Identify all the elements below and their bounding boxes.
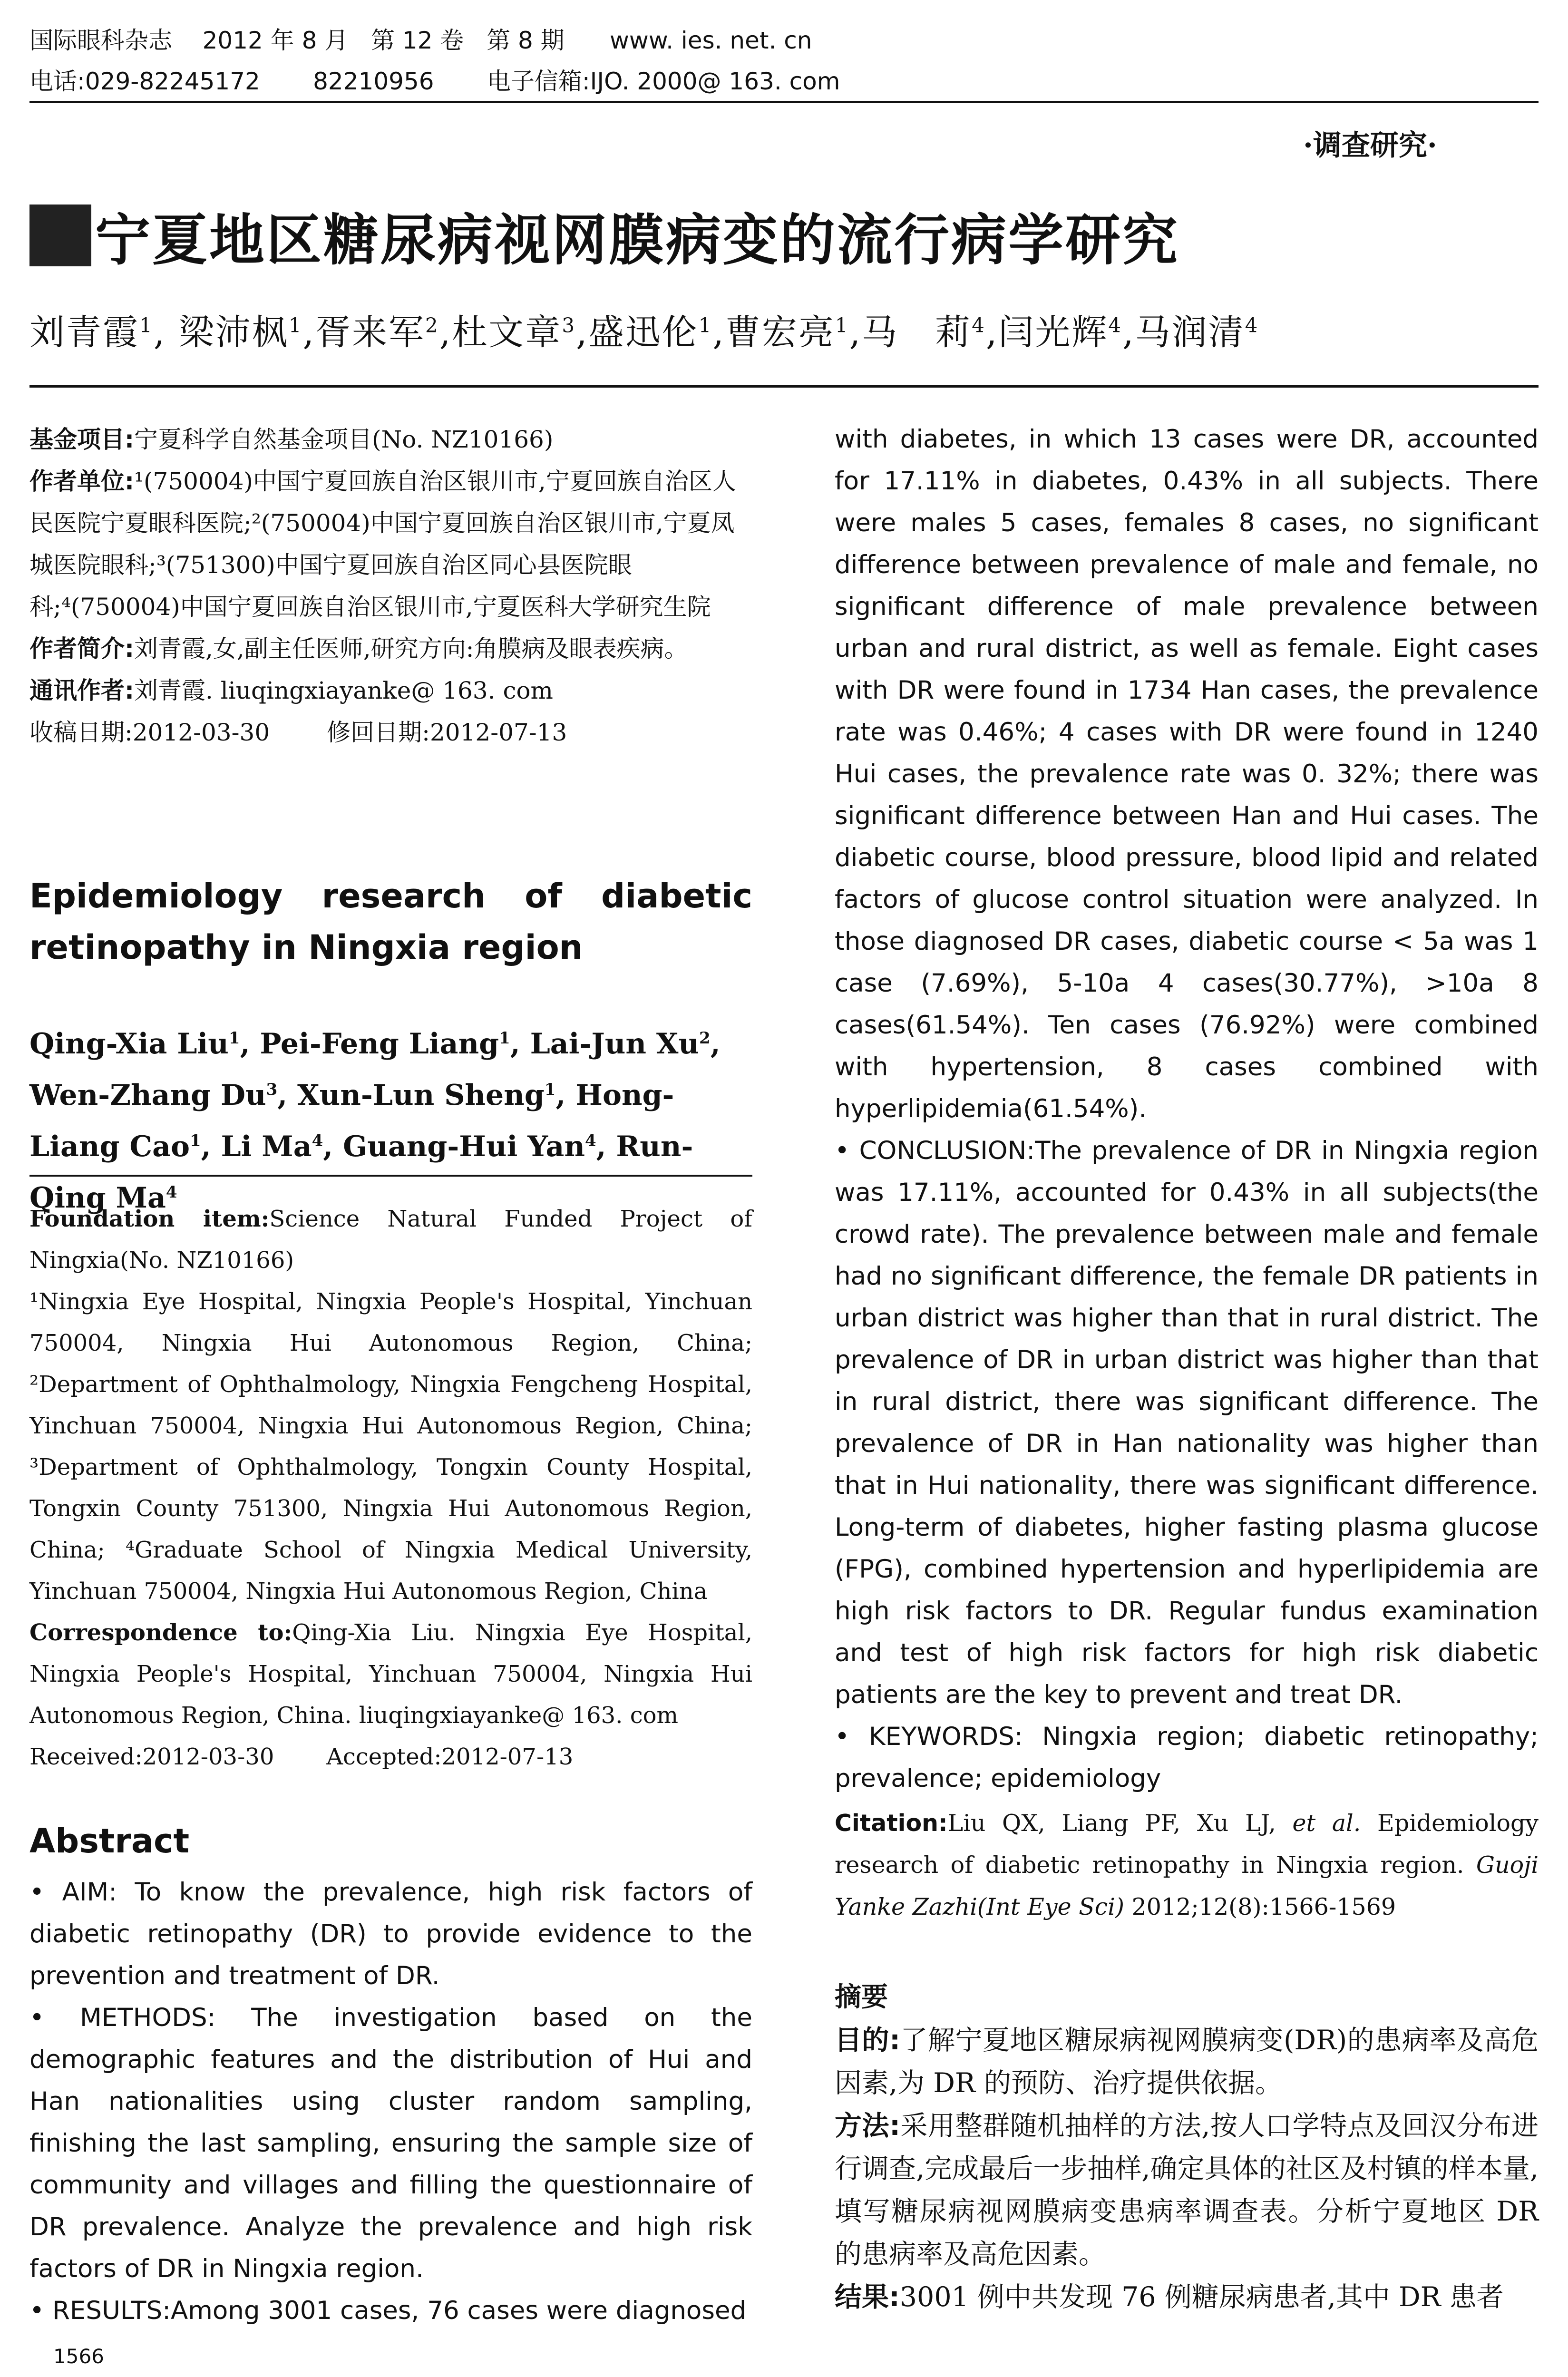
zhaiyao-methods — [835, 2104, 1539, 2276]
cn-author-separator: , — [153, 312, 179, 353]
abstract-heading: Abstract — [29, 1822, 190, 1861]
cn-author-separator: , — [439, 312, 452, 353]
foundation-label: Foundation item: — [29, 1206, 270, 1232]
foundation-line — [29, 1198, 752, 1281]
en-author-separator: , — [510, 1027, 530, 1061]
cn-author-affiliation-mark: 1 — [139, 313, 154, 337]
cn-author-affiliation-mark: 2 — [425, 313, 439, 337]
funding-label: 基金项目: — [29, 426, 134, 453]
received-cn: 收稿日期:2012-03-30 — [29, 719, 270, 746]
en-author-name: Qing-Xia Liu — [29, 1027, 229, 1061]
en-author-separator: , — [596, 1130, 616, 1163]
corr-label: 通讯作者: — [29, 677, 134, 704]
en-author-affiliation-mark: 1 — [544, 1080, 556, 1099]
en-author-separator: , — [323, 1130, 343, 1163]
abstract-aim: • AIM: To know the prevalence, high risk factors of diabetic retinopathy (DR) to provide evidence to the prevention and treatment of DR. — [29, 1878, 752, 1990]
cn-author-name: 盛迅伦 — [588, 312, 699, 353]
cn-info-block — [29, 419, 752, 753]
cn-author-separator: , — [576, 312, 589, 353]
journal-header-line2: 电话:029-82245172 82210956 电子信箱:IJO. 2000@ 163. com — [29, 68, 840, 95]
page-number: 1566 — [53, 2345, 104, 2368]
citation-etal: et al. — [1292, 1810, 1361, 1837]
abstract-right — [835, 419, 1539, 1800]
abstract-keywords: • KEYWORDS: Ningxia region; diabetic retinopathy; prevalence; epidemiology — [835, 1722, 1539, 1793]
abstract-left — [29, 1871, 752, 2332]
citation-journal: Guoji Yanke Zazhi(Int Eye Sci) — [835, 1851, 1539, 1920]
zhaiyao-results — [835, 2276, 1539, 2319]
cn-author-name: 闫光辉 — [998, 312, 1109, 353]
cn-author-affiliation-mark: 1 — [288, 313, 303, 337]
en-author-affiliation-mark: 4 — [312, 1131, 323, 1150]
title-mark-icon — [29, 205, 91, 266]
cn-author-affiliation-mark: 1 — [835, 313, 849, 337]
zhaiyao-results-label: 结果: — [835, 2281, 900, 2313]
citation-text3: 2012;12(8):1566-1569 — [1124, 1893, 1396, 1920]
corr-text: 刘青霞. liuqingxiayanke@ 163. com — [134, 677, 553, 704]
revised-cn: 修回日期:2012-07-13 — [327, 719, 567, 746]
journal-header-line1: 国际眼科杂志 2012 年 8 月 第 12 卷 第 8 期 www. ies. net. cn — [29, 27, 812, 54]
bio-label: 作者简介: — [29, 635, 134, 662]
unit-text: ¹(750004)中国宁夏回族自治区银川市,宁夏回族自治区人民医院宁夏眼科医院;²(750004)中国宁夏回族自治区银川市,宁夏凤城医院眼科;³(751300)中国宁夏回族自治区同心县医院眼科;⁴(750004)中国宁夏回族自治区银川市,宁夏医科大学研究生院 — [29, 468, 736, 621]
en-author-separator: , — [710, 1027, 721, 1061]
en-author-affiliation-mark: 1 — [228, 1029, 240, 1048]
cn-author-name: 梁沛枫 — [178, 312, 289, 353]
funding-text: 宁夏科学自然基金项目(No. NZ10166) — [134, 426, 554, 453]
article-title: 宁夏地区糖尿病视网膜病变的流行病学研究 — [95, 208, 1179, 273]
cn-author-name: 马润清 — [1135, 312, 1245, 353]
en-author-affiliation-mark: 1 — [499, 1029, 510, 1048]
cn-author-affiliation-mark: 1 — [698, 313, 713, 337]
en-author-name: Li Ma — [221, 1130, 312, 1163]
header-rule — [29, 101, 1539, 103]
en-author-affiliation-mark: 1 — [189, 1131, 201, 1150]
english-title: Epidemiology research of diabetic retinopathy in Ningxia region — [29, 877, 752, 967]
zhaiyao-heading: 摘要 — [835, 1982, 888, 2013]
zhaiyao-aim — [835, 2019, 1539, 2104]
abstract-results-start: • RESULTS:Among 3001 cases, 76 cases were diagnosed — [29, 2296, 747, 2325]
cn-author-affiliation-mark: 4 — [972, 313, 986, 337]
corr-line — [29, 670, 752, 711]
cn-author-separator: , — [302, 312, 316, 353]
en-author-affiliation-mark: 2 — [699, 1029, 711, 1048]
en-author-name: Hong-Liang Cao — [29, 1079, 674, 1163]
en-author-separator: , — [277, 1079, 298, 1112]
received-en: Received:2012-03-30 — [29, 1744, 274, 1770]
en-author-separator: , — [201, 1130, 221, 1163]
en-author-affiliation-mark: 4 — [166, 1183, 177, 1202]
cn-author-separator: , — [849, 312, 862, 353]
en-author-name: Xun-Lun Sheng — [297, 1079, 545, 1112]
section-tag: ·调查研究· — [1303, 129, 1437, 162]
foundation-text: Science Natural Funded Project of Ningxia(No. NZ10166) — [29, 1206, 753, 1274]
abstract-results-cont: with diabetes, in which 13 cases were DR, accounted for 17.11% in diabetes, 0.43% in all subjects. There were males 5 cases, females 8 cases, no significant difference between prevalence of male and female, no significant difference of male prevalence between urban and rural district, as well as female. Eight cases with DR were found in 1734 Han cases, the prevalence rate was 0.46%; 4 cases with DR were found in 1240 Hui cases, the prevalence rate was 0. 32%; there was significant difference between Han and Hui cases. The diabetic course, blood pressure, blood lipid and related factors of glucose control situation were analyzed. In those diagnosed DR cases, diabetic course < 5a was 1 case (7.69%), 5-10a 4 cases(30.77%), >10a 8 cases(61.54%). Ten cases (76.92%) were combined with hypertension, 8 cases combined with hyperlipidemia(61.54%). — [835, 425, 1539, 1123]
en-author-affiliation-mark: 4 — [584, 1131, 596, 1150]
zhaiyao-methods-text: 采用整群随机抽样的方法,按人口学特点及回汉分布进行调查,完成最后一步抽样,确定具体的社区及村镇的样本量,填写糖尿病视网膜病变患病率调查表。分析宁夏地区 DR 的患病率及高危因素。 — [835, 2110, 1539, 2270]
cn-author-affiliation-mark: 4 — [1245, 313, 1259, 337]
correspondence-line — [29, 1612, 752, 1736]
cn-author-name: 胥来军 — [315, 312, 426, 353]
cn-author-name: 曹宏亮 — [725, 312, 835, 353]
english-authors-rule — [29, 1175, 752, 1177]
authors-rule — [29, 385, 1539, 388]
en-dates — [29, 1736, 752, 1778]
title-row — [29, 200, 1179, 271]
zhaiyao-results-text: 3001 例中共发现 76 例糖尿病患者,其中 DR 患者 — [899, 2281, 1504, 2313]
english-info-block — [29, 1198, 752, 1778]
funding-line — [29, 419, 752, 460]
zhaiyao-aim-text: 了解宁夏地区糖尿病视网膜病变(DR)的患病率及高危因素,为 DR 的预防、治疗提供依据。 — [835, 2025, 1539, 2099]
cn-author-affiliation-mark: 3 — [562, 313, 576, 337]
en-author-separator: , — [555, 1079, 576, 1112]
zhaiyao-methods-label: 方法: — [835, 2110, 900, 2142]
cn-author-name: 杜文章 — [452, 312, 562, 353]
en-author-name: Pei-Feng Liang — [260, 1027, 499, 1061]
bio-text: 刘青霞,女,副主任医师,研究方向:角膜病及眼表疾病。 — [134, 635, 688, 662]
english-authors — [29, 1015, 752, 1221]
cn-author-name: 刘青霞 — [29, 312, 139, 353]
citation-text: Liu QX, Liang PF, Xu LJ, — [947, 1810, 1293, 1837]
correspondence-text: Qing-Xia Liu. Ningxia Eye Hospital, Ningxia People's Hospital, Yinchuan 750004, Ningxia Hui Autonomous Region, China. liuqingxiayanke@ 163. com — [29, 1619, 753, 1729]
correspondence-label: Correspondence to: — [29, 1619, 292, 1646]
cn-author-affiliation-mark: 4 — [1108, 313, 1123, 337]
bio-line — [29, 628, 752, 670]
en-author-separator: , — [240, 1027, 260, 1061]
cn-author-separator: , — [712, 312, 725, 353]
cn-author-separator: , — [1122, 312, 1135, 353]
abstract-conclusion: • CONCLUSION:The prevalence of DR in Ningxia region was 17.11%, accounted for 0.43% in all subjects(the crowd rate). The prevalence between male and female had no significant difference, the female DR patients in urban district was higher than that in rural district. The prevalence of DR in urban district was higher than that in rural district, there was significant difference. The prevalence of DR in Han nationality was higher than that in Hui nationality, there was significant difference. Long-term of diabetes, higher fasting plasma glucose (FPG), combined hypertension and hyperlipidemia are high risk factors to DR. Regular fundus examination and test of high risk factors for high risk diabetic patients are the key to prevent and treat DR. — [835, 1136, 1539, 1709]
en-author-affiliation-mark: 3 — [266, 1080, 278, 1099]
citation-text2: Epidemiology research of diabetic retinopathy in Ningxia region. — [835, 1810, 1539, 1879]
en-author-name: Run-Qing Ma — [29, 1130, 693, 1215]
cn-author-name: 马 莉 — [862, 312, 972, 353]
affiliations: ¹Ningxia Eye Hospital, Ningxia People's Hospital, Yinchuan 750004, Ningxia Hui Autonomous Region, China; ²Department of Ophthalmology, Ningxia Fengcheng Hospital, Yinchuan 750004, Ningxia Hui Autonomous Region, China; ³Department of Ophthalmology, Tongxin County Hospital, Tongxin County 751300, Ningxia Hui Autonomous Region, China; ⁴Graduate School of Ningxia Medical University, Yinchuan 750004, Ningxia Hui Autonomous Region, China — [29, 1288, 752, 1605]
cn-dates — [29, 711, 752, 753]
unit-line — [29, 460, 752, 628]
en-author-name: Guang-Hui Yan — [343, 1130, 585, 1163]
zhaiyao-body — [835, 2019, 1539, 2319]
zhaiyao-aim-label: 目的: — [835, 2025, 900, 2056]
citation — [835, 1802, 1539, 1928]
abstract-methods: • METHODS: The investigation based on the demographic features and the distribution of Hui and Han nationalities using cluster random sampling, finishing the last sampling, ensuring the sample size of community and villages and filling the questionnaire of DR prevalence. Analyze the prevalence and high risk factors of DR in Ningxia region. — [29, 2003, 752, 2283]
accepted-en: Accepted:2012-07-13 — [326, 1744, 574, 1770]
cn-author-separator: , — [985, 312, 999, 353]
citation-label: Citation: — [835, 1810, 948, 1837]
en-author-name: Lai-Jun Xu — [530, 1027, 700, 1061]
authors-cn — [29, 304, 1259, 355]
en-author-name: Wen-Zhang Du — [29, 1079, 266, 1112]
unit-label: 作者单位: — [29, 468, 134, 495]
